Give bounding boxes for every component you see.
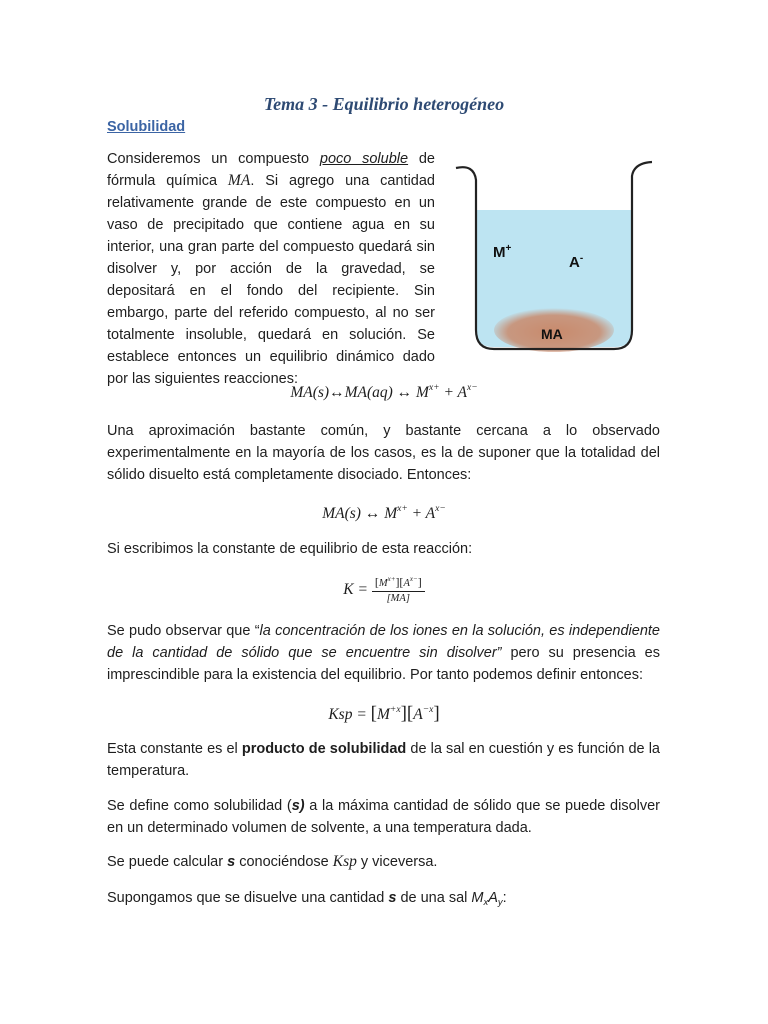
section-heading: Solubilidad [107, 119, 186, 135]
text-run: . Si agrego una cantidad relativamente grande de este compuesto en un vaso de precipitado que contiene agua en su interior, una gran parte del compuesto quedará sin disolver y, por acción de la gravedad, se depositará en el fondo del recipiente. Sin embargo, parte del referido compuesto, al no ser totalmente insoluble, quedará en solución. Se establece entonces un equilibrio dinámico dado por las siguientes reacciones: [107, 173, 435, 387]
equation-1: MA(s)↔MA(aq) ↔ $M^{x+} + A^{x-}$ [290, 383, 478, 401]
fraction [372, 576, 425, 605]
constant-intro: Si escribimos la constante de equilibrio de esta reacción: [107, 541, 473, 557]
beaker-svg [452, 158, 658, 354]
quote-text: la concentración de los iones en la solución, es independiente de la cantidad de sólido que se encuentre sin disolver” [107, 623, 660, 661]
fraction-denominator: [MA] [386, 593, 410, 604]
approximation-paragraph: Una aproximación bastante común, y bastante cercana a lo observado experimentalmente en la mayoría de los casos, es la de suponer que la totalidad del sólido disuelto está completamente disociado. Entonces: [107, 423, 660, 483]
emphasis-text: poco soluble [319, 151, 409, 167]
text-run: de fórmula química [107, 151, 435, 189]
anion-label: A- [569, 253, 584, 271]
solubility-definition-paragraph: Se define como solubilidad (s) a la máxima cantidad de sólido que se puede disolver en un determinado volumen de solvente, a una temperatura dada. [107, 798, 660, 836]
dissolution-paragraph: Supongamos que se disuelve una cantidad s de una sal $M_xA_y$: [107, 890, 507, 908]
equation-ksp: Ksp = $[M^{+x}][A^{-x}]$ [328, 703, 440, 724]
calculation-paragraph: Se puede calcular s conociéndose Ksp y viceversa. [107, 853, 438, 870]
equation-2: MA(s) ↔ $M^{x+} + A^{x-}$ [322, 504, 446, 522]
observation-paragraph: Se pudo observar que “la concentración de los iones en la solución, es independiente de la cantidad de sólido que se encuentre sin disolver” pero su presencia es imprescindible para la existencia del equilibrio. Por tanto podemos definir entonces: [107, 623, 660, 683]
text-run: Consideremos un compuesto [107, 151, 320, 167]
ksp-definition-paragraph: Esta constante es el producto de solubilidad de la sal en cuestión y es función de la temperatura. [107, 741, 660, 779]
beaker-diagram [452, 158, 658, 354]
bold-term: producto de solubilidad [241, 741, 407, 757]
equation-3: K = $\frac{[M^{x+}][A^{x-}]}{[MA]}$ [0, 576, 768, 605]
intro-paragraph [107, 148, 435, 390]
page-title: Tema 3 - Equilibrio heterogéneo [263, 94, 505, 114]
cation-label: M+ [493, 243, 512, 261]
math-formula: MA [227, 172, 251, 189]
fraction-numerator: $[M^{x+}][A^{x-}]$ [372, 576, 425, 592]
solid-label: MA [541, 326, 563, 342]
